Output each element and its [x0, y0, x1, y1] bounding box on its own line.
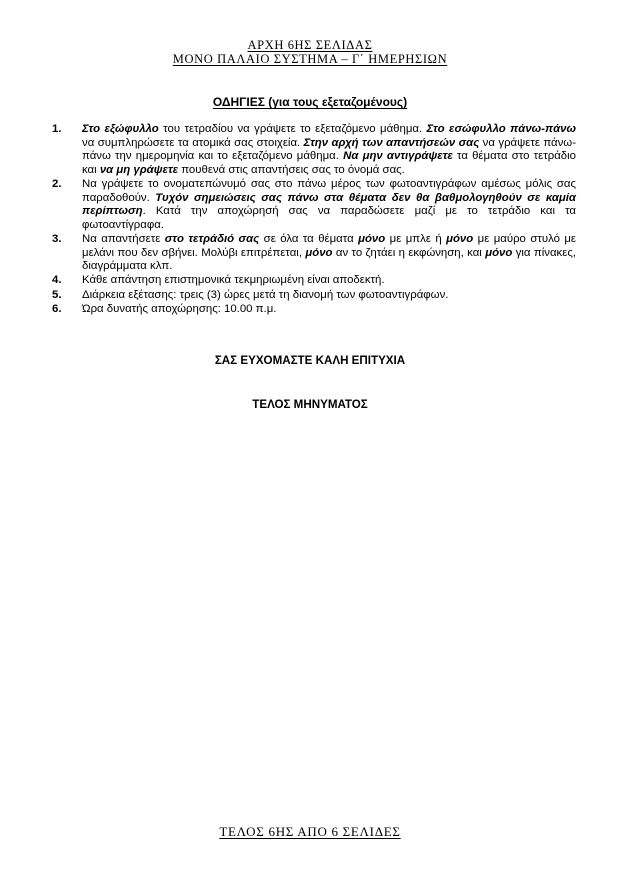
header-line-2: ΜΟΝΟ ΠΑΛΑΙΟ ΣΥΣΤΗΜΑ – Γ΄ ΗΜΕΡΗΣΙΩΝ — [172, 52, 448, 66]
instruction-text: σε όλα τα θέματα — [259, 232, 359, 245]
instruction-text: Να γράψετε το ονοματεπώνυμό σας στο πάνω μέρος των φωτοαντιγράφων αμέσως μόλις σας παραδοθούν. — [82, 177, 576, 204]
instruction-emphasis: μόνο — [485, 246, 513, 259]
instruction-item — [52, 289, 576, 303]
instruction-emphasis: μόνο — [305, 246, 333, 259]
instruction-text: να γράψετε πάνω-πάνω την ημερομηνία και το εξεταζόμενο μάθημα. — [82, 136, 576, 163]
instruction-text: για πίνακες, διαγράμματα κλπ. — [82, 246, 576, 273]
instruction-emphasis: Τυχόν σημειώσεις σας πάνω στα θέματα δεν θα βαθμολογηθούν σε καμία περίπτωση — [82, 191, 576, 218]
instruction-number: 5. — [52, 288, 62, 301]
page-footer — [0, 824, 620, 840]
instruction-item — [52, 178, 576, 232]
instruction-emphasis: Στην αρχή των απαντήσεών σας — [303, 136, 480, 149]
instruction-emphasis: να μη γράψετε — [99, 163, 179, 176]
instruction-number: 1. — [52, 123, 62, 135]
instruction-emphasis: μόνο — [446, 232, 474, 245]
instruction-item — [52, 123, 576, 177]
instruction-item — [52, 303, 576, 317]
instruction-text: τα θέματα στο τετράδιο και — [82, 150, 577, 176]
instruction-text: . Κατά την αποχώρησή σας να παραδώσετε μαζί με το τετράδιο και τα φωτοαντίγραφα. — [82, 205, 576, 231]
instruction-emphasis: Να μην αντιγράψετε — [343, 150, 453, 163]
instruction-text: Κάθε απάντηση επιστημονικά τεκμηριωμένη είναι αποδεκτή. — [82, 274, 385, 287]
header-line-1: ΑΡΧΗ 6ΗΣ ΣΕΛΙΔΑΣ — [247, 38, 373, 52]
instruction-text: του τετραδίου να γράψετε το εξεταζόμενο μάθημα. — [158, 123, 427, 135]
good-luck-message: ΣΑΣ ΕΥΧΟΜΑΣΤΕ ΚΑΛΗ ΕΠΙΤΥΧΙΑ — [214, 354, 406, 367]
instruction-emphasis: μόνο — [358, 232, 386, 245]
instruction-emphasis: Στο εσώφυλλο πάνω-πάνω — [426, 123, 576, 135]
instruction-number: 4. — [52, 274, 62, 287]
instruction-text: να συμπληρώσετε τα ατομικά σας στοιχεία. — [82, 136, 304, 149]
instruction-text: με μπλε ή — [385, 232, 447, 245]
instruction-text: Ώρα δυνατής αποχώρησης: 10.00 π.μ. — [82, 302, 277, 315]
instruction-number: 6. — [52, 302, 62, 315]
instruction-number: 3. — [52, 232, 62, 245]
instruction-text: Διάρκεια εξέτασης: τρεις (3) ώρες μετά τη διανομή των φωτοαντιγράφων. — [82, 288, 449, 301]
instruction-text: Να απαντήσετε — [82, 232, 165, 245]
instructions-title: ΟΔΗΓΙΕΣ (για τους εξεταζομένους) — [212, 95, 408, 109]
end-of-message: ΤΕΛΟΣ ΜΗΝΥΜΑΤΟΣ — [252, 398, 368, 411]
instruction-item — [52, 233, 576, 274]
instruction-emphasis: Στο εξώφυλλο — [82, 123, 159, 135]
instruction-number: 2. — [52, 177, 62, 190]
instructions-list — [52, 123, 576, 317]
footer-text: ΤΕΛΟΣ 6ΗΣ ΑΠΟ 6 ΣΕΛΙΔΕΣ — [219, 824, 401, 839]
instruction-text: αν το ζητάει η εκφώνηση, και — [332, 246, 486, 259]
instruction-text: με μαύρο στυλό με μελάνι που δεν σβήνει. Μολύβι επιτρέπεται, — [82, 232, 576, 259]
instruction-item — [52, 274, 576, 288]
instruction-text: πουθενά στις απαντήσεις σας το όνομά σας. — [178, 163, 405, 176]
page-header — [0, 38, 620, 66]
instruction-emphasis: στο τετράδιό σας — [164, 232, 260, 245]
